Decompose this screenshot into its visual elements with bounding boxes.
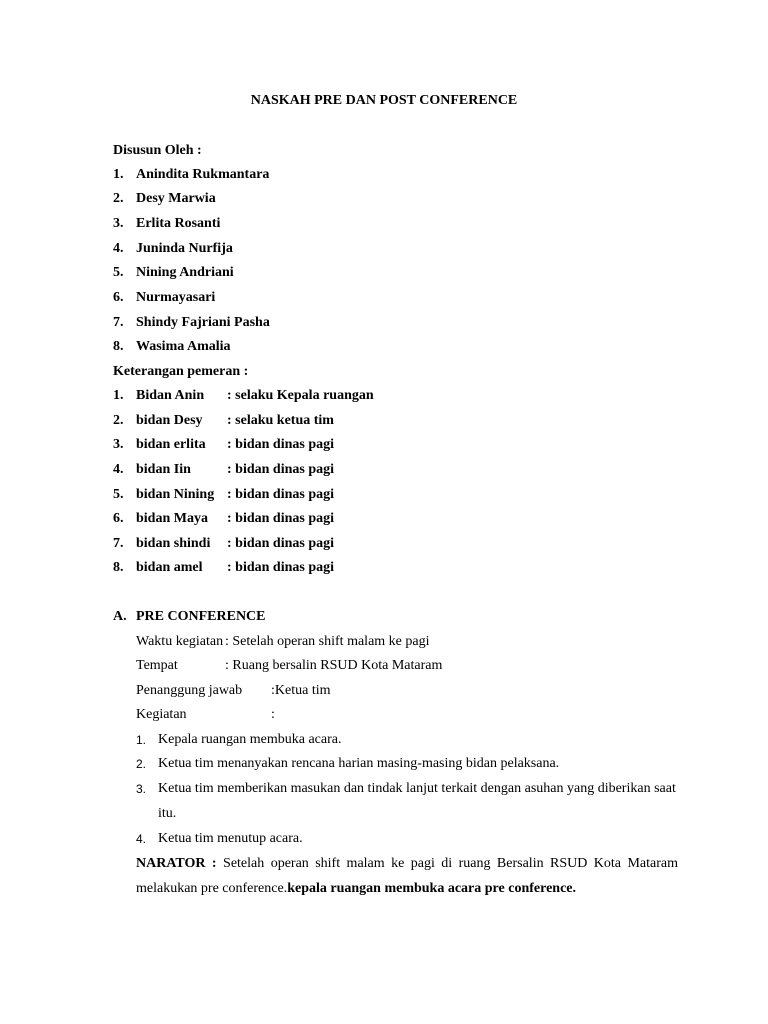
role-person: bidan shindi (136, 536, 211, 551)
list-number: 7. (113, 536, 124, 551)
author-name: Nining Andriani (136, 265, 234, 280)
author-name: Nurmayasari (136, 290, 216, 305)
narrator-text: Setelah operan shift malam ke pagi di ruang Bersalin RSUD Kota Mataram (223, 856, 678, 871)
step-number: 4. (136, 832, 147, 846)
info-value: : Setelah operan shift malam ke pagi (225, 634, 430, 649)
step-text: Ketua tim memberikan masukan dan tindak lanjut terkait dengan asuhan yang diberikan saat (158, 781, 676, 796)
info-value: :Ketua tim (271, 683, 331, 698)
narrator-text: melakukan pre conference. (136, 881, 288, 896)
document-title: NASKAH PRE DAN POST CONFERENCE (250, 93, 518, 108)
roles-heading: Keterangan pemeran : (113, 364, 249, 379)
author-name: Desy Marwia (136, 191, 216, 206)
role-person: bidan Iin (136, 462, 191, 477)
list-number: 3. (113, 216, 124, 231)
list-number: 4. (113, 241, 124, 256)
role-person: bidan amel (136, 560, 203, 575)
role-description: : bidan dinas pagi (227, 487, 334, 502)
list-number: 1. (113, 167, 124, 182)
list-number: 4. (113, 462, 124, 477)
list-number: 5. (113, 265, 124, 280)
info-value: : Ruang bersalin RSUD Kota Mataram (225, 658, 443, 673)
authors-heading: Disusun Oleh : (113, 143, 202, 158)
step-text: Kepala ruangan membuka acara. (158, 732, 342, 747)
author-name: Wasima Amalia (136, 339, 231, 354)
role-description: : bidan dinas pagi (227, 511, 334, 526)
role-person: bidan Maya (136, 511, 208, 526)
role-description: : bidan dinas pagi (227, 536, 334, 551)
list-number: 2. (113, 413, 124, 428)
role-person: bidan erlita (136, 437, 206, 452)
narrator-label: NARATOR : (136, 856, 217, 871)
role-person: bidan Nining (136, 487, 215, 502)
list-number: 8. (113, 339, 124, 354)
info-label: Kegiatan (136, 707, 187, 722)
role-description: : selaku ketua tim (227, 413, 334, 428)
section-letter: A. (113, 609, 127, 624)
narrator-line-2 (136, 880, 678, 898)
list-number: 2. (113, 191, 124, 206)
info-value: : (271, 707, 275, 722)
narrator-text-bold: kepala ruangan membuka acara pre conference. (287, 881, 577, 896)
section-title: PRE CONFERENCE (136, 609, 266, 624)
list-number: 5. (113, 487, 124, 502)
role-description: : bidan dinas pagi (227, 462, 334, 477)
list-number: 3. (113, 437, 124, 452)
role-description: : bidan dinas pagi (227, 437, 334, 452)
list-number: 7. (113, 315, 124, 330)
step-text: Ketua tim menutup acara. (158, 831, 303, 846)
role-person: bidan Desy (136, 413, 203, 428)
role-description: : selaku Kepala ruangan (227, 388, 374, 403)
list-number: 1. (113, 388, 124, 403)
step-text-continuation: itu. (158, 806, 177, 821)
list-number: 6. (113, 290, 124, 305)
author-name: Shindy Fajriani Pasha (136, 315, 270, 330)
step-number: 1. (136, 733, 147, 747)
list-number: 8. (113, 560, 124, 575)
step-number: 3. (136, 782, 147, 796)
info-label: Waktu kegiatan (136, 634, 224, 649)
role-person: Bidan Anin (136, 388, 205, 403)
role-description: : bidan dinas pagi (227, 560, 334, 575)
narrator-line-1 (136, 855, 678, 873)
step-text: Ketua tim menanyakan rencana harian masing-masing bidan pelaksana. (158, 756, 560, 771)
author-name: Juninda Nurfija (136, 241, 233, 256)
list-number: 6. (113, 511, 124, 526)
step-number: 2. (136, 757, 147, 771)
author-name: Anindita Rukmantara (136, 167, 270, 182)
info-label: Penanggung jawab (136, 683, 243, 698)
author-name: Erlita Rosanti (136, 216, 221, 231)
info-label: Tempat (136, 658, 178, 673)
